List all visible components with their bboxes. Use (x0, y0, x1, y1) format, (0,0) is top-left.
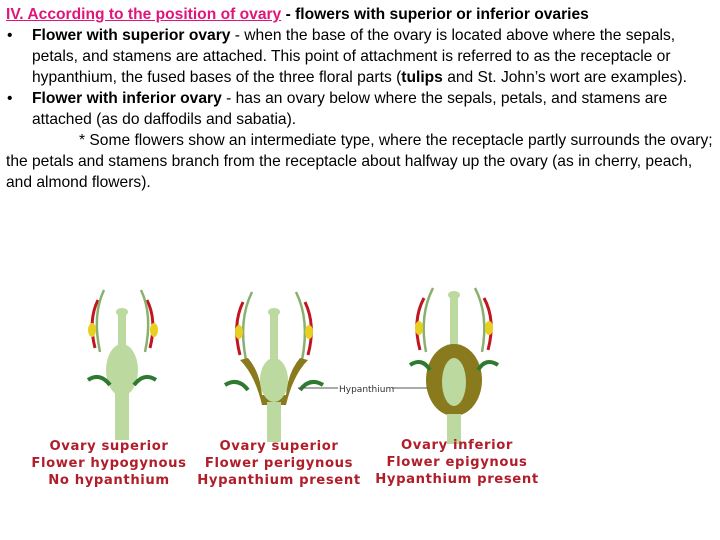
caption-line: Ovary superior (219, 439, 339, 454)
bullet-superior-tulips: tulips (401, 69, 443, 86)
title-highlight: IV. According to the position of ovary (6, 6, 282, 23)
bullet-superior (6, 25, 714, 88)
caption-line: Ovary inferior (401, 438, 513, 453)
flower-epigynous (392, 288, 498, 444)
caption-line: Ovary superior (49, 439, 169, 454)
bullet-inferior-heading: Flower with inferior ovary (32, 90, 222, 107)
flower-perigynous (225, 292, 338, 442)
caption-line: No hypanthium (48, 473, 170, 488)
flower-hypogynous (88, 290, 158, 440)
caption-line: Flower hypogynous (31, 456, 187, 471)
caption-line: Flower epigynous (386, 455, 528, 470)
bullet-superior-text: - when the base of the ovary is located above where the sepals, petals, and stamens are attached. This point of attachment is referred to as the receptacle or hypanthium, the fused bases of the three floral parts ( (32, 27, 676, 86)
title-rest: - flowers with superior or inferior ovaries (281, 6, 589, 23)
caption-line: Hypanthium present (375, 472, 539, 487)
bullet-superior-heading: Flower with superior ovary (32, 27, 231, 44)
caption-perigynous (196, 438, 362, 489)
bullet-inferior-text: - has an ovary below where the sepals, petals, and stamens are attached (as do daffodils and sabatia). (32, 90, 668, 128)
bullet-marker: • (7, 27, 13, 44)
hypanthium-label: Hypanthium (339, 385, 395, 395)
bullet-inferior (6, 88, 714, 130)
bullet-superior-text2: and St. John’s wort are examples). (442, 69, 687, 86)
section-title (6, 4, 714, 25)
note-text: * Some flowers show an intermediate type, where the receptacle partly surrounds the ovary; the petals and stamens branch from the receptacle about halfway up the ovary (as in cherry, peach, and almond flowers). (6, 132, 713, 191)
caption-epigynous (372, 437, 542, 488)
intermediate-note (6, 130, 714, 193)
caption-line: Hypanthium present (197, 473, 361, 488)
text-block (6, 4, 714, 193)
bullet-marker: • (7, 90, 13, 107)
caption-line: Flower perigynous (204, 456, 354, 471)
caption-hypogynous (26, 438, 192, 489)
